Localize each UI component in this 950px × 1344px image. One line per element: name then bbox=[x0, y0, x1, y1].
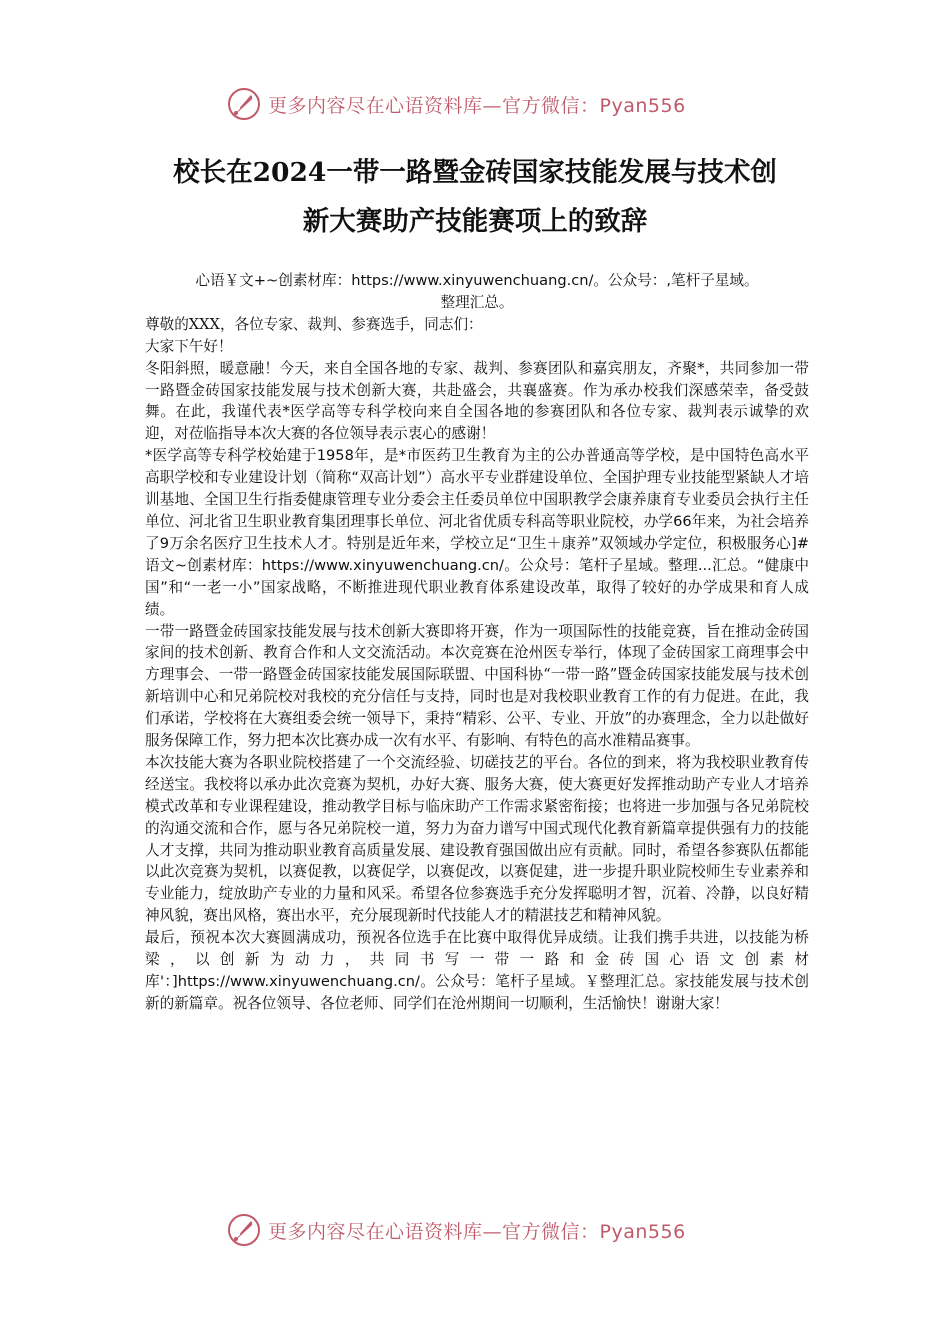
quill-pen-logo-icon bbox=[226, 86, 262, 122]
paragraph-4: 本次技能大赛为各职业院校搭建了一个交流经验、切磋技艺的平台。各位的到来，将为我校职业教育传经送宝。我校将以承办此次竞赛为契机，办好大赛、服务大赛，使大赛更好发挥推动助产专业人才培养模式改革和专业课程建设，推动教学目标与临床助产工作需求紧密衔接；也将进一步加强与各兄弟院校的沟通交流和合作，愿与各兄弟院校一道，努力为奋力谱写中国式现代化教育新篇章提供强有力的技能人才支撑，共同为推动职业教育高质量发展、建设教育强国做出应有贡献。同时，希望各参赛队伍都能以此次竞赛为契机，以赛促教，以赛促学，以赛促改，以赛促建，进一步提升职业院校师生专业素养和专业能力，绽放助产专业的力量和风采。希望各位参赛选手充分发挥聪明才智，沉着、冷静，以良好精神风貌，赛出风格，赛出水平，充分展现新时代技能人才的精湛技艺和精神风貌。 bbox=[145, 753, 809, 925]
salutation: 尊敬的XXX，各位专家、裁判、参赛选手，同志们： bbox=[145, 315, 483, 333]
paragraph-1: 冬阳斜照，暖意融！今天，来自全国各地的专家、裁判、参赛团队和嘉宾朋友，齐聚*，共同参加一带一路暨金砖国家技能发展与技术创新大赛，共赴盛会，共襄盛赛。作为承办校我们深感荣幸，备受鼓舞。在此，我谨代表*医学高等专科学校向来自全国各地的参赛团队和各位专家、裁判表示诚挚的欢迎，对莅临指导本次大赛的各位领导表示衷心的感谢！ bbox=[145, 359, 809, 443]
banner-text: 更多内容尽在心语资料库—官方微信：Pyan556 bbox=[268, 1220, 686, 1243]
title-line-2: 新大赛助产技能赛项上的致辞 bbox=[302, 206, 648, 237]
paragraph-5: 最后，预祝本次大赛圆满成功，预祝各位选手在比赛中取得优异成绩。让我们携手共进，以技能为桥梁，以创新为动力，共同书写一带一路和金砖国心语文创素材库'：]https://www.xinyuwenchuang.cn/。公众号：笔杆子星域。￥整理汇总。家技能发展与技术创新的新篇章。祝各位领导、各位老师、同学们在沧州期间一切顺利，生活愉快！谢谢大家！ bbox=[145, 929, 809, 1012]
paragraph-3: 一带一路暨金砖国家技能发展与技术创新大赛即将开赛，作为一项国际性的技能竞赛，旨在推动金砖国家间的技术创新、教育合作和人文交流活动。本次竞赛在沧州医专举行，体现了金砖国家工商理事会中方理事会、一带一路暨金砖国家技能发展国际联盟、中国科协“一带一路”暨金砖国家技能发展与技术创新培训中心和兄弟院校对我校的充分信任与支持，同时也是对我校职业教育工作的有力促进。在此，我们承诺，学校将在大赛组委会统一领导下，秉持“精彩、公平、专业、开放”的办赛理念，全力以赴做好服务保障工作，努力把本次比赛办成一次有水平、有影响、有特色的高水准精品赛事。 bbox=[145, 622, 809, 750]
greeting: 大家下午好！ bbox=[145, 337, 233, 355]
quill-pen-logo-icon bbox=[226, 1212, 262, 1248]
document-body bbox=[145, 270, 809, 1015]
source-note-line-1: 心语￥文+~创素材库：https://www.xinyuwenchuang.cn/。公众号：,笔杆子星域。 bbox=[195, 272, 759, 289]
title-line-1: 校长在2024一带一路暨金砖国家技能发展与技术创 bbox=[173, 157, 777, 188]
paragraph-2: *医学高等专科学校始建于1958年，是*市医药卫生教育为主的公办普通高等学校，是中国特色高水平高职学校和专业建设计划（简称“双高计划”）高水平专业群建设单位、全国护理专业技能型紧缺人才培训基地、全国卫生行指委健康管理专业分委会主任委员单位中国职教学会康养康育专业委员会执行主任单位、河北省卫生职业教育集团理事长单位、河北省优质专科高等职业院校，办学66年来，为社会培养了9万余名医疗卫生技术人才。特别是近年来，学校立足“卫生＋康养”双领域办学定位，积极服务心]#语文~创素材库：https://www.xinyuwenchuang.cn/。公众号：笔杆子星域。整理...汇总。“健康中国”和“一老一小”国家战略，不断推进现代职业教育体系建设改革，取得了较好的办学成果和育人成绩。 bbox=[145, 447, 809, 618]
source-note-line-2: 整理汇总。 bbox=[440, 293, 514, 311]
page-title bbox=[140, 148, 810, 246]
footer-banner bbox=[226, 1210, 726, 1250]
banner-text: 更多内容尽在心语资料库—官方微信：Pyan556 bbox=[268, 94, 686, 117]
header-banner bbox=[226, 84, 726, 124]
